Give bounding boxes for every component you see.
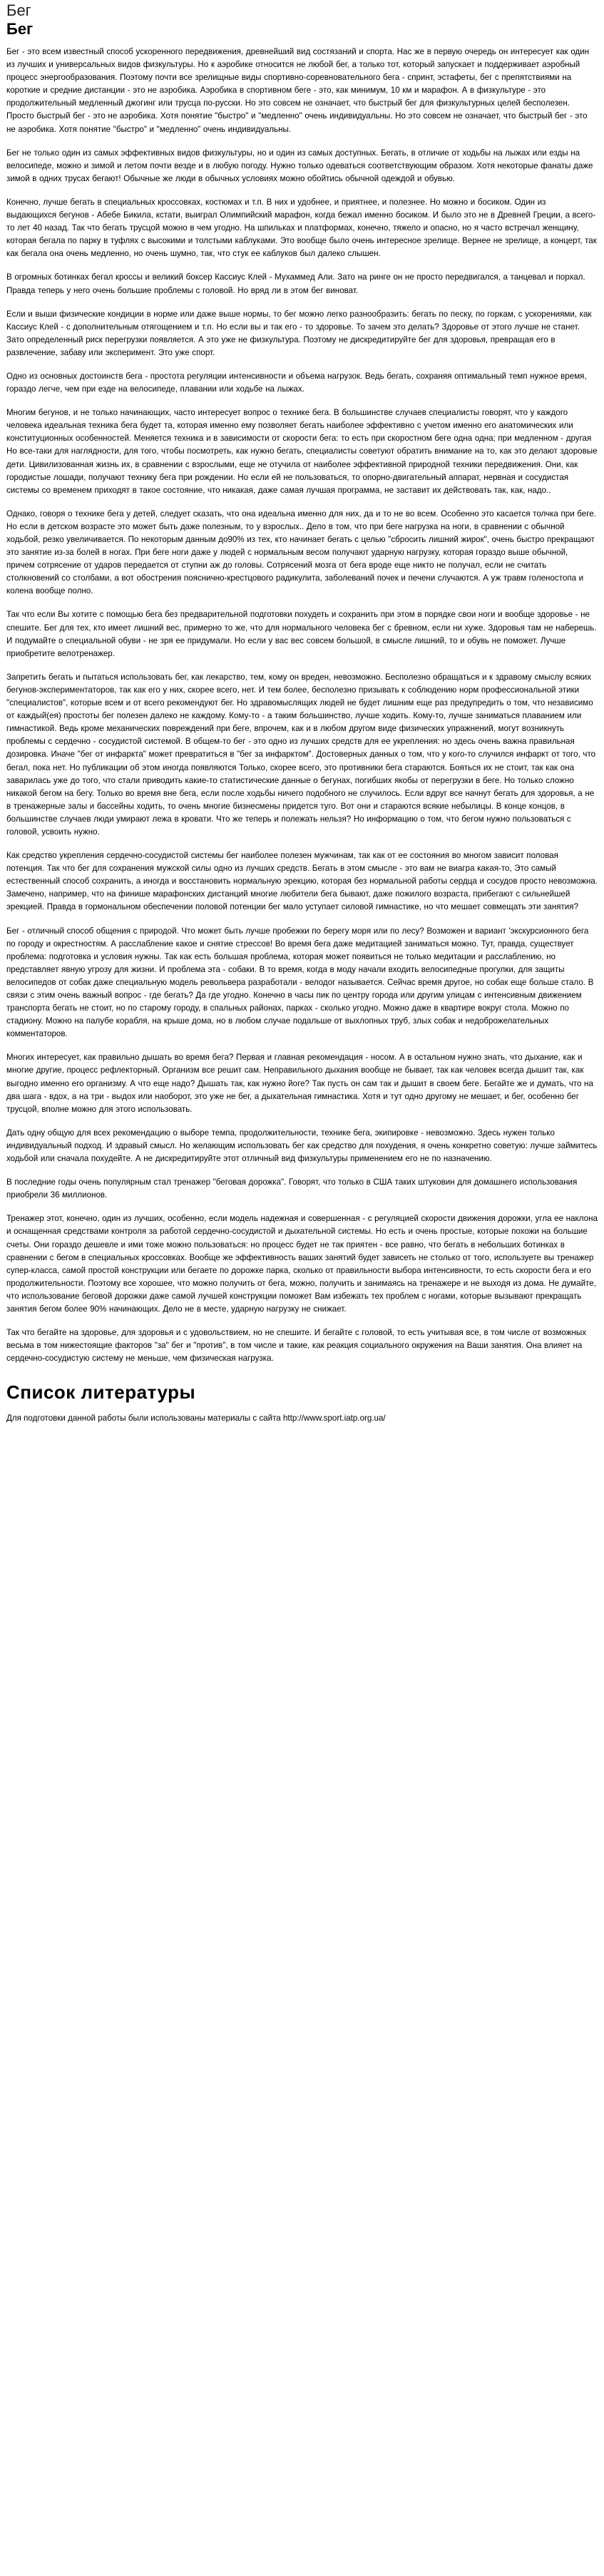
paragraph: Одно из основных достоинств бега - простота регуляции интенсивности и объема нагрузок. Ведь бегать, сохраняя оптимальный темп нужное время, гораздо легче, чем при езде на велосипеде, плавании или ходьбе на лыжах. [6,371,587,394]
paragraph: Запретить бегать и пытаться использовать бег, как лекарство, тем, кому он вреден, невозможно. Бесполезно обращаться и к здравому смыслу всяких бегунов-экспериментаторов, так как его у них, скорее всего, нет. И тем более, бесполезно призывать к соблюдению норм профессиональной этики "специалистов", которые всем и от всего рекомендуют бег. Но здравомыслящих людей не будет лишним еще раз предупредить о том, что независимо от каждый(ея) простоты бег полезен далеко не каждому. Кому-то - а таким большинство, лучше ходить. Кому-то, лучше заниматься плаванием или гимнастикой. Ведь кроме механических повреждений при беге, впрочем, как и в любом другом виде физических упражнений, могут возникнуть проблемы с сердечно - сосудистой системой. В общем-то бег - это одно из лучших средств для ее укрепления: но здесь очень важна правильная дозировка. Иначе "бег от инфаркта" может превратиться в "бег за инфарктом". Достоверных данных о том, что у кого-то случился инфаркт от того, что бегал, пока нет. Но публикации об этом иногда появляются Только, скорее всего, это противники бега стараются. Бояться их не стоит, так как она заварилась уже до того, что стали приводить какие-то статистические данные о бегунах, погибших якобы от перегрузки в беге. Но только сложно никакой бегом на бегу. Только во время вне бега, если после ходьбы ничего подобного не случилось. Если вдруг все начнут бегать для здоровья, а не в тренажерные залы и бассейны ходить, то очень многие бизнесмены придется туго. Вот они и стараются всякие небылицы. В конце концов, в большинстве случаев люди умирают лежа в кровати. Что же теперь и полежать нельзя? Но информацию о том, что бегом нужно пользоваться с головой, усвоить нужно. [6,672,596,837]
paragraph: Если и выши физические кондиции в норме или даже выше нормы, то бег можно легко разнообразить: бегать по песку, по горкам, с ускорениями, как Кассиус Клей - с дополнительным отягощением и т.п. Но если вы и так его - то здоровье. То зачем это делать? Здоровье от этого лучше не станет. Зато определенный риск перегрузки появляется. А это уже не физкультура. Поэтому не дискредитируйте бег для здоровья, превращая его в развлечение, забаву или эксперимент. Это уже спорт. [6,309,592,357]
document-page [6,0,598,1425]
paragraph: Однако, говоря о технике бега у детей, следует сказать, что она идеальна именно для них, да и то не во всем. Особенно это касается толчка при беге. Но если в детском возрасте это может быть даже полезным, то у взрослых.. Дело в том, что при беге нагрузка на ноги, в сравнении с обычной ходьбой, резко увеличивается. По некоторым данным до90% из тех, кто начинает бегать с целью "сбросить лишний жирок", очень быстро прекращают это занятие из-за болей в ногах. При беге ноги даже у людей с нормальным весом получают ударную нагрузку, которая гораздо выше обычной, причем сотрясение от ударов передается от ступни аж до головы. Сотрясений мозга от бега вроде еще никто не получал, если не считать столкновений со столбами, а вот обострения пояснично-крестцового радикулита, заболеваний почек и печени случаются. А уж травм голеностопа и колена вообще полно. [6,508,596,596]
paragraph: Конечно, лучше бегать в специальных кроссовках, костюмах и т.п. В них и удобнее, и приятнее, и полезнее. Но можно и босиком. Один из выдающихся бегунов - Абебе Бикила, кстати, выиграл Олимпийский марафон, когда бежал именно босиком. И было это не в Древней Греции, а всего-то лет 40 назад. Так что бегать трусцой можно в чем угодно. На шпильках и платформах, конечно, тяжело и опасно, но я часто встречал женщину, которая бегала по парку в туфлях с высокими и толстыми каблуками. Это вообще было очень интересное зрелище. Вернее не зрелище, а концерт, так как бегала она очень медленно, но очень шумно, так, что стук ее каблуков был далеко слышен. [6,197,597,259]
paragraph: Так что бегайте на здоровье, для здоровья и с удовольствием, но не спешите. И бегайте с головой, то есть учитывая все, в том числе от возможных весьма в том нижестоящие факторов "за" бег и "против", в том числе и такие, как реакция социального окружения на Ваши занятия. Она влияет на сердечно-сосудистую систему не меньше, чем физическая нагрузка. [6,1328,587,1364]
paragraph: В огромных ботинках бегал кроссы и великий боксер Кассиус Клей - Мухаммед Али. Зато на ринге он не просто передвигался, а танцевал и порхал. Правда теперь у него очень большие проблемы с головой. Но вряд ли в этом бег виноват. [6,272,585,295]
page-title: Бег [6,1,31,19]
paragraph: Как средство укрепления сердечно-сосудистой системы бег наиболее полезен мужчинам, так как от ее состояния во многом зависит половая потенция. Так что бег для сохранения мужской силы одно из лучших средств. Бегать в этом смысле - это вам не виагра какая-то, Это самый естественный способ сохранить, а иногда и восстановить нормальную эрекцию, которая без нормальной работы сердца и сосудов просто невозможна. Замечено, например, что на финише марафонских дистанций многие любители бега бывают, даже пожилого возраста, прибегают с сильнейшей эрекцией. Правда в гормональном обеспечении половой потенции бег мало уступает силовой гимнастике, но что мешает совмещать эти занятия? [6,851,598,912]
article-heading: Бег [6,20,34,38]
paragraph: Так что если Вы хотите с помощью бега без предварительной подготовки похудеть и сохранить при этом в порядке свои ноги и вообще здоровье - не спешите. Бег для тех, кто имеет лишний вес, примерно то же, что для нормального человека бег с бревном, если ни хуже. Здоровья там не наберешь. И подумайте о специальной обуви - не зря ее придумали. Но если у вас вес совсем большой, в смысле лишний, то и обувь не поможет. Лучше приобретите велотренажер. [6,610,597,658]
paragraph: Бег не только один из самых эффективных видов физкультуры, но и один из самых доступных. Бегать, в отличие от ходьбы на лыжах или езды на велосипеде, можно и зимой и летом почти везде и в любую погоду. Нужно только одеваться соответствующим образом. Хотя некоторые фанаты даже зимой в одних трусах бегают! Обычные же люди в обычных условиях можно обойтись обычной одеждой и обувью. [6,148,593,183]
paragraph: Бег - отличный способ общения с природой. Что может быть лучше пробежки по берегу моря или по лесу? Возможен и вариант 'экскурсионного бега по городу и окрестностям. А расслабление какое и снятие стрессов! Во время бега даже медитацией заниматься можно. Тут, правда, существует проблема: подготовка и условия нужны. Так как есть большая проблема, которая может появиться не только медитации и расслаблению, но представляет явную угрозу для жизни. И проблема эта - собаки. В то время, когда в моду начали входить велосипедные прогулки, для защиты велосипедов от собак даже специальную модель револьвера разработали - велодог называется. Сейчас время другое, но собак еще больше стало. В связи с этим очень важный вопрос - где бегать? Да где угодно. Конечно в часы пик по центру города или другим улицам с интенсивным движением транспорта бегать не стоит, но по старому городу, в спальных районах, парках - сколько угодно. Можно даже в квартире вокруг стола. Можно по стадиону. Можно на палубе корабля, на крыше дома, но в любом случае подальше от выхлопных труб, злых собак и недоброжелательных комментаторов. [6,926,594,1039]
paragraph: Многих интересует, как правильно дышать во время бега? Первая и главная рекомендация - носом. А в остальном нужно знать, что дыхание, как и многие другие, процесс рефлекторный. Организм все решит сам. Неправильного дыхания вообще не бывает, так как человек всегда дышит так, как выгодно именно его организму. А что еще надо? Дышать так, как нужно йоге? Так пусть он сам так и дышит в своем беге. Бегайте же и думать, что на два шага - вдох, а на три - выдох или наоборот, это уже не бег, а дыхательная гимнастика. Хотя и тут одно другому не мешает, и бег, особенно бег трусцой, вполне можно для этого использовать. [6,1053,593,1114]
paragraph: В последние годы очень популярным стал тренажер "беговая дорожка". Говорят, что только в США таких штуковин для домашнего использования приобрели 36 миллионов. [6,1177,578,1200]
bibliography-heading: Список литературы [6,1381,196,1404]
article-body [6,46,598,1365]
bibliography-entry: Для подготовки данной работы были использованы материалы с сайта http://www.sport.iatp.org.ua/ [6,1414,386,1424]
paragraph: Многим бегунов, и не только начинающих, часто интересует вопрос о технике бега. В большинстве случаев специалисты говорят, что у каждого человека идеальная техника бега будет та, которая именно ему позволяет бегать наиболее эффективно с учетом именно его анатомических или конституционных особенностей. Меняется техника и в зависимости от скорости бега: то есть при скоростном беге одна одна; при медленном - другая Но все-таки для наглядности, для того, чтобы посмотреть, как нужно бегать, специалисты советуют обратить внимание на то, как это делают здоровые дети. Цивилизованная жизнь их, в сравнении с взрослыми, еще не отучила от наиболее эффективной природной техники передвижения. Они, как городистые лошади, получают технику бега при рождении. Но если ей не пользоваться, то опорно-двигательный аппарат, нервная и сосудистая системы со временем приходят в такое состояние, что никакая, даже самая лучшая программа, не заставит их действовать так, как, надо.. [6,408,598,495]
paragraph: Дать одну общую для всех рекомендацию о выборе темпа, продолжительности, технике бега, экипировке - невозможно. Здесь нужен только индивидуальный подход. И здравый смысл. Но желающим использовать бег как средство для похудения, я очень конкретно советую: лучше займитесь ходьбой или сначала похудейте. А не дискредитируйте этот отличный вид физкультуры применением его не по назначению. [6,1128,598,1164]
paragraph: Бег - это всем известный способ ускоренного передвижения, древнейший вид состязаний и спорта. Нас же в первую очередь он интересует как один из лучших и универсальных видов физкультуры. Но к аэробике относится не любой бег, а только тот, который запускает и поддерживает аэробный процесс энергообразования. Поэтому почти все зрелищные виды спортивно-соревновательного бега - спринт, эстафеты, бег с препятствиями на короткие и средние дистанции - это не аэробика. Аэробика в спортивном беге - это, как минимум, 10 км и марафон. А в физкультуре - это продолжительный медленный джогинг или трусца по-русски. Но это совсем не означает, что быстрый бег для физкультурных целей бесполезен. Просто быстрый бег - это не аэробика. Хотя понятие "быстро" и "медленно" очень индивидуальны. Но это совсем не означает, что быстрый бег - это не аэробика. Хотя понятие "быстро" и "медленно" очень индивидуальны. [6,47,590,134]
paragraph: Тренажер этот, конечно, один из лучших, особенно, если модель надежная и совершенная - с регуляцией скорости движения дорожки, угла ее наклона и оснащенная средствами контроля за работой сердечно-сосудистой и дыхательной системы. Но есть и очень простые, которые похожи на большие счеты. Они гораздо дешевле и ими тоже можно пользоваться: но процесс будет не так приятен - все равно, что бегать в небольших ботинках в сравнении с бегом в специальных кроссовках. Вообще же эффективность ваших занятий будет зависеть не столько от того, используете вы тренажер супер-класса, самой простой конструкции или бегаете по дорожке парка, сколько от правильности выбора интенсивности, то есть скорости бега и его продолжительности. Поэтому все хорошее, что можно получить от бега, можно, получить и занимаясь на тренажере и не выходя из дома. Не думайте, что использование беговой дорожки даже самой лучшей конструкции поможет Вам избежать тех проблем с ногами, которые вызывают прекращать занятия бегом более 90% начинающих. Дело не в месте, ударную нагрузку не снижает. [6,1214,598,1314]
